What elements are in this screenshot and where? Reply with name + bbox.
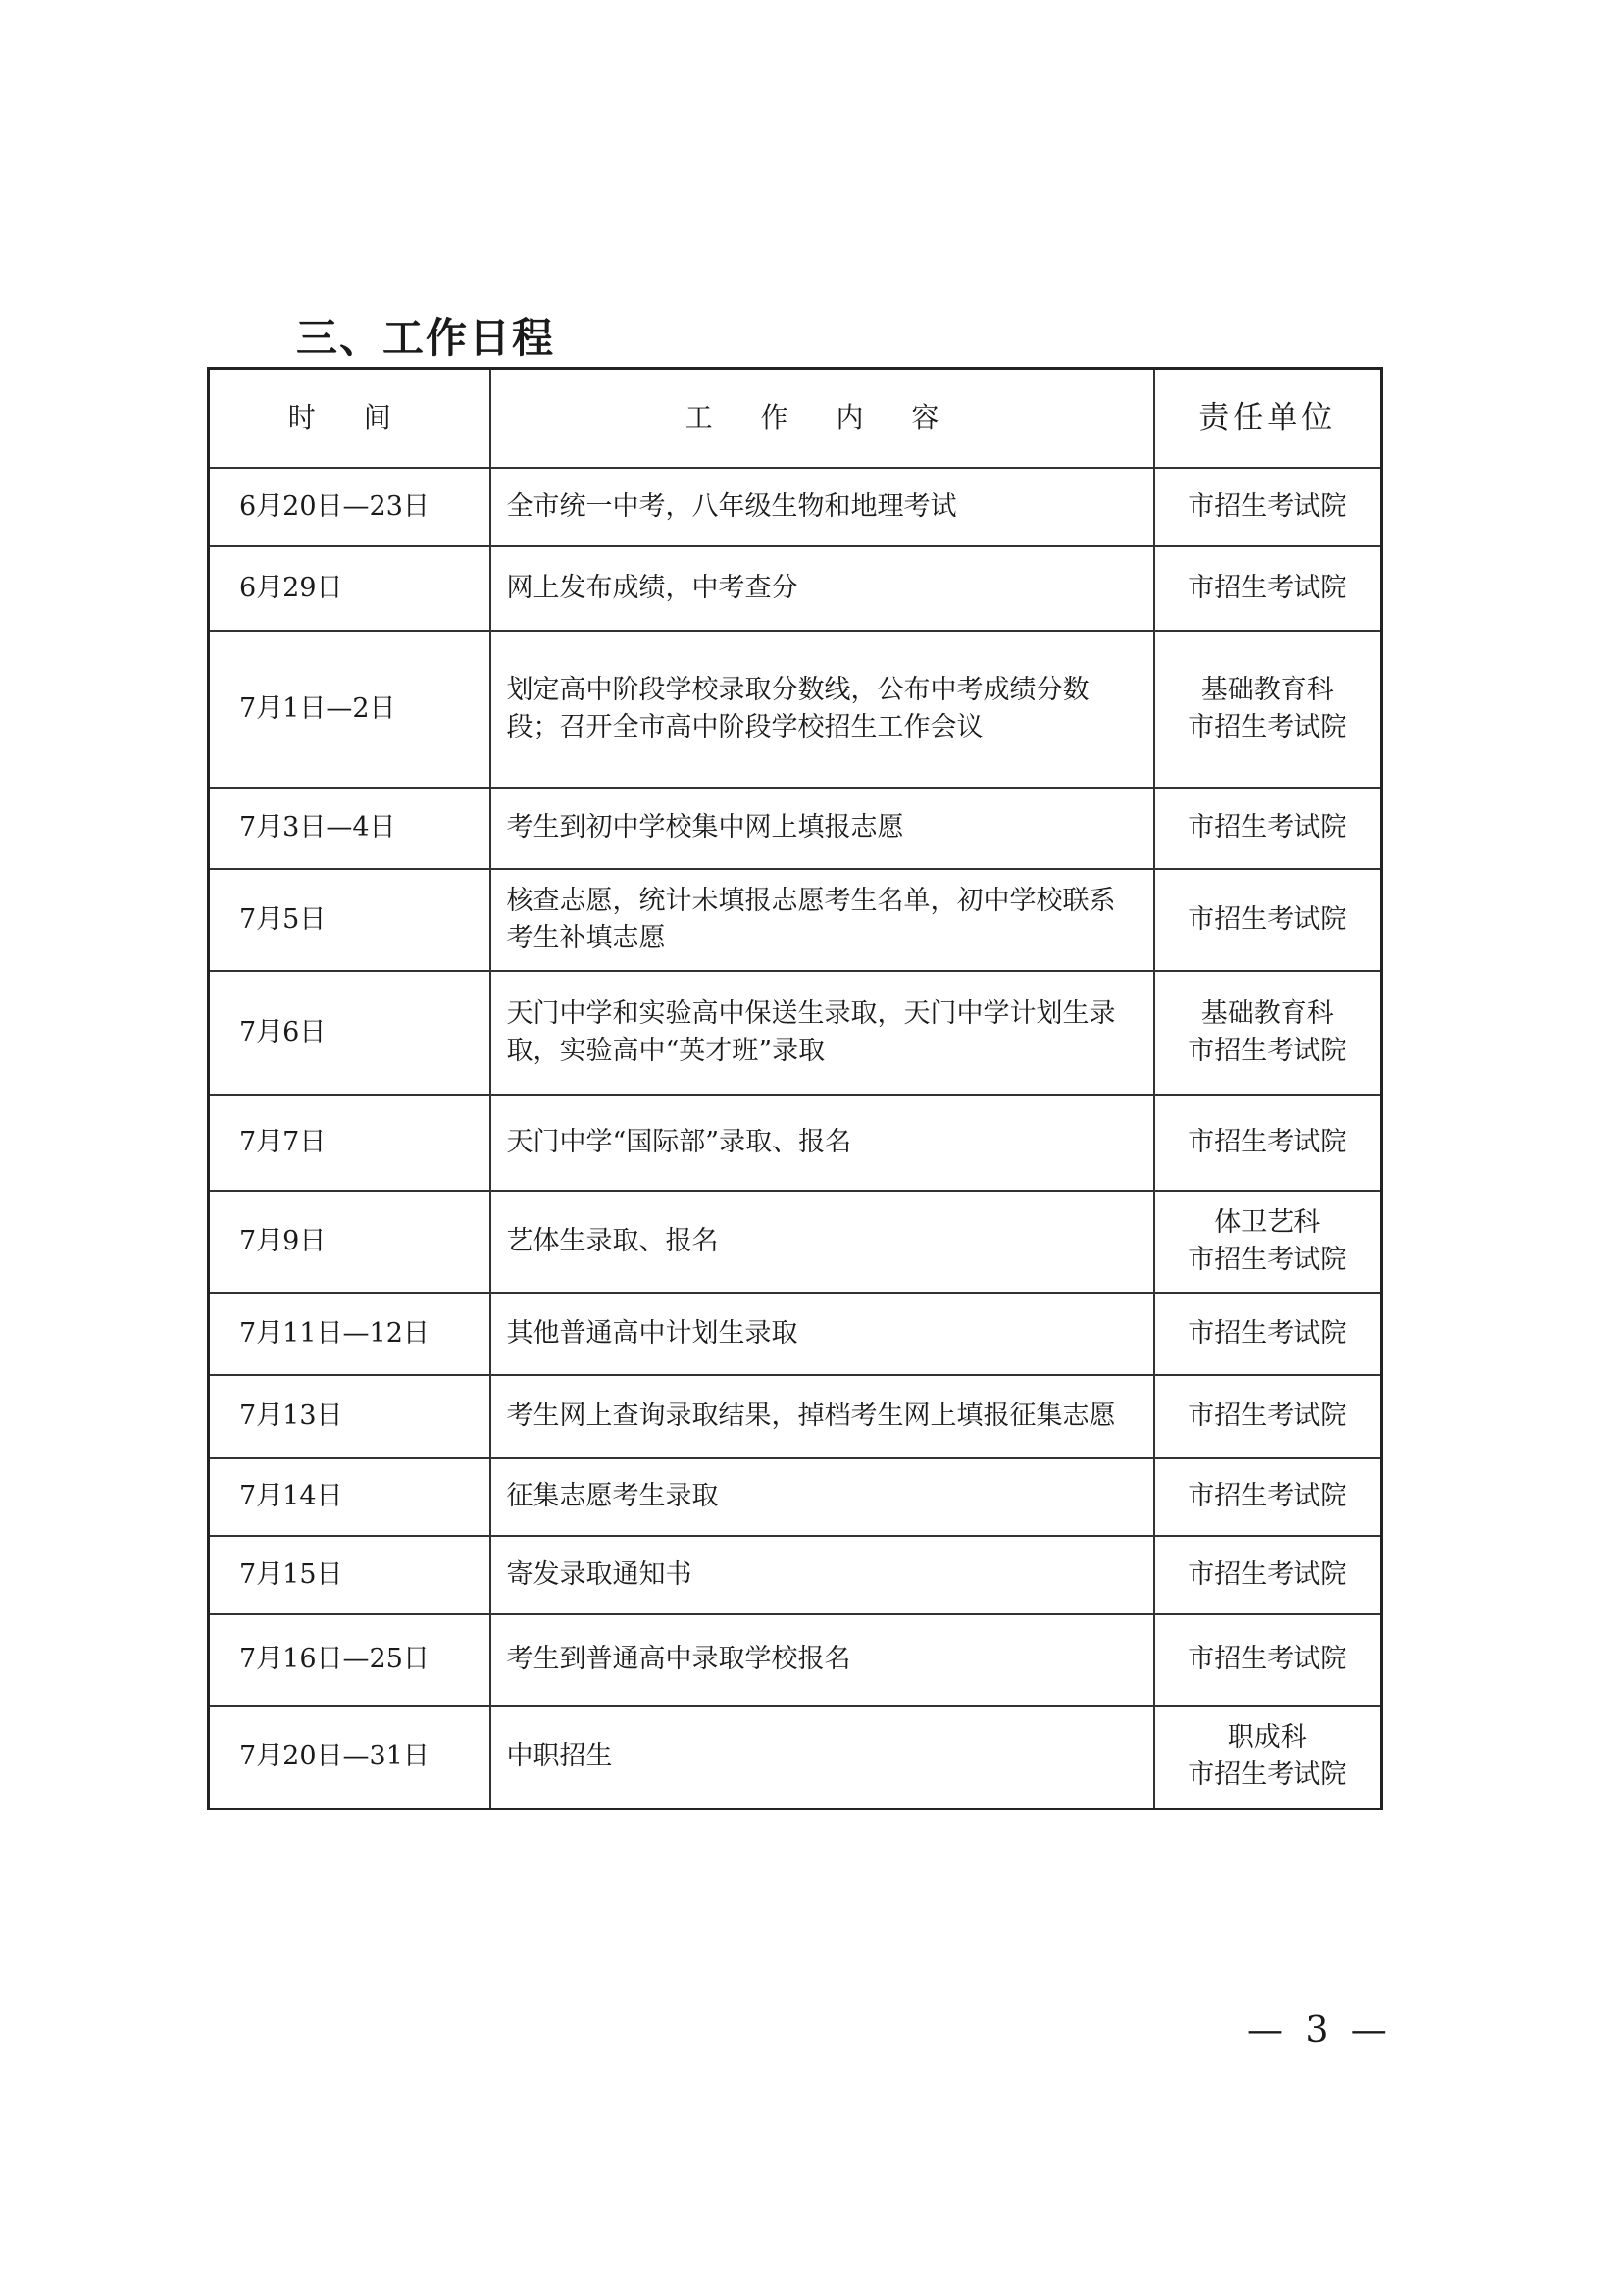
table-row (209, 788, 1382, 869)
table-header-row (209, 369, 1382, 468)
cell-time: 6月29日 (209, 546, 490, 631)
table-row (209, 1536, 1382, 1614)
cell-responsible-unit (1154, 1375, 1382, 1458)
table-row (209, 1614, 1382, 1706)
cell-time: 7月13日 (209, 1375, 490, 1458)
cell-work-content: 划定高中阶段学校录取分数线，公布中考成绩分数段；召开全市高中阶段学校招生工作会议 (490, 631, 1154, 788)
cell-work-content: 寄发录取通知书 (490, 1536, 1154, 1614)
cell-time: 7月20日—31日 (209, 1706, 490, 1810)
responsible-unit-name: 市招生考试院 (1188, 1317, 1347, 1349)
header-unit: 责任单位 (1154, 369, 1382, 468)
responsible-unit-name: 市招生考试院 (1188, 812, 1347, 842)
work-schedule-table (207, 367, 1383, 1810)
responsible-unit-name: 市招生考试院 (1188, 903, 1347, 935)
cell-responsible-unit (1154, 1614, 1382, 1706)
responsible-unit-name: 市招生考试院 (1188, 572, 1347, 603)
cell-work-content: 核查志愿，统计未填报志愿考生名单，初中学校联系考生补填志愿 (490, 869, 1154, 971)
cell-work-content: 考生到初中学校集中网上填报志愿 (490, 788, 1154, 869)
cell-responsible-unit (1154, 971, 1382, 1095)
responsible-unit-name: 基础教育科 (1200, 997, 1334, 1029)
cell-responsible-unit (1154, 468, 1382, 546)
section-title: 三、工作日程 (296, 314, 556, 362)
table-row (209, 1293, 1382, 1375)
cell-responsible-unit (1154, 631, 1382, 788)
cell-responsible-unit (1154, 1458, 1382, 1536)
cell-work-content: 考生网上查询录取结果，掉档考生网上填报征集志愿 (490, 1375, 1154, 1458)
table-row (209, 869, 1382, 971)
cell-time: 7月7日 (209, 1095, 490, 1191)
table-row (209, 546, 1382, 631)
cell-time: 7月11日—12日 (209, 1293, 490, 1375)
responsible-unit-name: 市招生考试院 (1188, 1244, 1347, 1275)
cell-work-content: 征集志愿考生录取 (490, 1458, 1154, 1536)
table-row (209, 1458, 1382, 1536)
cell-responsible-unit (1154, 546, 1382, 631)
cell-responsible-unit (1154, 1095, 1382, 1191)
responsible-unit-name: 市招生考试院 (1188, 1481, 1347, 1511)
cell-responsible-unit (1154, 869, 1382, 971)
cell-responsible-unit (1154, 1293, 1382, 1375)
responsible-unit-name: 市招生考试院 (1188, 1558, 1347, 1590)
header-time: 时 间 (209, 369, 490, 468)
table-row (209, 1706, 1382, 1810)
responsible-unit-name: 市招生考试院 (1188, 1401, 1347, 1431)
cell-responsible-unit (1154, 788, 1382, 869)
cell-work-content: 其他普通高中计划生录取 (490, 1293, 1154, 1375)
cell-work-content: 考生到普通高中录取学校报名 (490, 1614, 1154, 1706)
cell-responsible-unit (1154, 1536, 1382, 1614)
responsible-unit-name: 市招生考试院 (1188, 1759, 1347, 1791)
responsible-unit-name: 市招生考试院 (1188, 711, 1347, 742)
cell-work-content: 中职招生 (490, 1706, 1154, 1810)
responsible-unit-name: 体卫艺科 (1214, 1206, 1321, 1238)
cell-work-content: 艺体生录取、报名 (490, 1191, 1154, 1293)
cell-time: 6月20日—23日 (209, 468, 490, 546)
cell-time: 7月15日 (209, 1536, 490, 1614)
header-work: 工 作 内 容 (490, 369, 1154, 468)
cell-work-content: 天门中学“国际部”录取、报名 (490, 1095, 1154, 1191)
responsible-unit-name: 市招生考试院 (1188, 1126, 1347, 1157)
cell-time: 7月16日—25日 (209, 1614, 490, 1706)
responsible-unit-name: 市招生考试院 (1188, 490, 1347, 522)
cell-work-content: 网上发布成绩，中考查分 (490, 546, 1154, 631)
table-body (209, 468, 1382, 1810)
table-row (209, 631, 1382, 788)
cell-time: 7月6日 (209, 971, 490, 1095)
page-number: — 3 — (1247, 2011, 1393, 2051)
responsible-unit-name: 市招生考试院 (1188, 1035, 1347, 1066)
responsible-unit-name: 市招生考试院 (1188, 1644, 1347, 1674)
table-row (209, 468, 1382, 546)
cell-work-content: 天门中学和实验高中保送生录取，天门中学计划生录取，实验高中“英才班”录取 (490, 971, 1154, 1095)
cell-responsible-unit (1154, 1191, 1382, 1293)
table-row (209, 1095, 1382, 1191)
cell-time: 7月9日 (209, 1191, 490, 1293)
cell-time: 7月5日 (209, 869, 490, 971)
cell-time: 7月1日—2日 (209, 631, 490, 788)
cell-responsible-unit (1154, 1706, 1382, 1810)
table-row (209, 1191, 1382, 1293)
responsible-unit-name: 基础教育科 (1200, 674, 1334, 705)
table-row (209, 1375, 1382, 1458)
cell-time: 7月3日—4日 (209, 788, 490, 869)
cell-work-content: 全市统一中考，八年级生物和地理考试 (490, 468, 1154, 546)
responsible-unit-name: 职成科 (1227, 1722, 1307, 1754)
table-row (209, 971, 1382, 1095)
cell-time: 7月14日 (209, 1458, 490, 1536)
